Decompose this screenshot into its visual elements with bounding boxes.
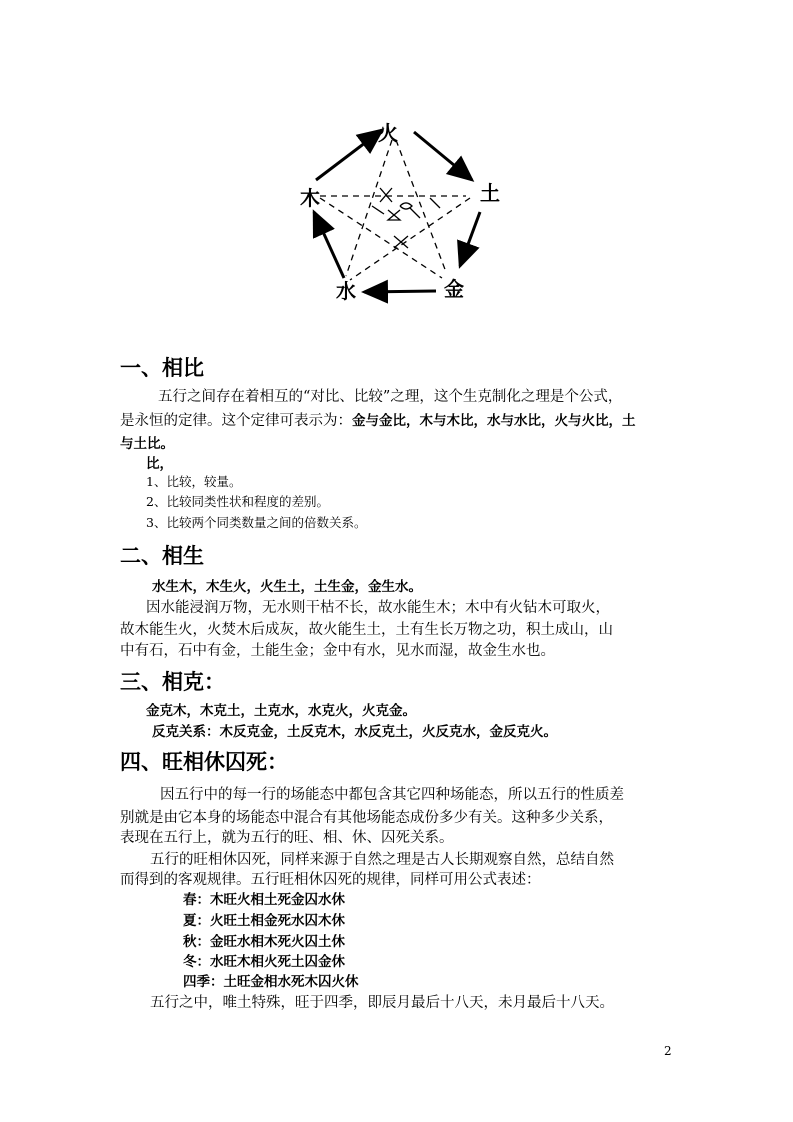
season-four-seasons: 四季：土旺金相水死木囚火休 <box>183 974 359 990</box>
arrow-metal-to-water <box>364 291 436 292</box>
sec2-bold-line: 水生木，木生火，火生土，土生金，金生水。 <box>152 579 422 595</box>
sec4-para-line: 五行的旺相休囚死，同样来源于自然之理是古人长期观察自然，总结自然 <box>150 852 614 868</box>
sec1-list-item: 3、比较两个同类数量之间的倍数关系。 <box>146 515 367 530</box>
section-heading-xiangbi: 一、相比 <box>120 356 204 380</box>
metal-label: 金 <box>444 277 464 301</box>
season-spring: 春：木旺火相土死金囚水休 <box>183 892 345 908</box>
sec1-para-line <box>120 409 636 430</box>
section-heading-xiangsheng: 二、相生 <box>120 544 204 568</box>
section-heading-xiangke: 三、相克： <box>120 670 225 694</box>
sec1-list-item: 1、比较，较量。 <box>146 474 242 489</box>
section-heading-wangxiang: 四、旺相休囚死： <box>120 750 288 774</box>
arrow-earth-to-metal <box>460 212 480 266</box>
sec1-formula: 金与金比，木与木比，水与水比，火与火比，土 <box>352 413 636 429</box>
sec4-para-line: 表现在五行上，就为五行的旺、相、休、囚死关系。 <box>120 830 454 846</box>
wood-label: 木 <box>300 186 320 210</box>
season-winter: 冬：水旺木相火死土囚金休 <box>183 954 345 970</box>
center-marks <box>372 188 440 248</box>
sec1-bold-line: 比， <box>146 456 173 472</box>
five-elements-diagram <box>280 110 510 310</box>
season-autumn: 秋：金旺水相木死火囚土休 <box>183 934 345 950</box>
sec4-para-line: 而得到的客观规律。五行旺相休囚死的规律，同样可用公式表述： <box>120 872 541 888</box>
sec1-list-item: 2、比较同类性状和程度的差别。 <box>146 494 329 509</box>
arrow-fire-to-earth <box>414 132 472 180</box>
sec4-para-line: 因五行中的每一行的场能态中都包含其它四种场能态，所以五行的性质差 <box>160 787 624 803</box>
sec3-bold-line: 反克关系：木反克金，土反克木，水反克土，火反克水，金反克火。 <box>152 724 557 740</box>
sec1-para-text: 是永恒的定律。这个定律可表示为： <box>120 413 352 429</box>
sec1-para-line: 五行之间存在着相互的“对比、比较”之理，这个生克制化之理是个公式， <box>158 389 623 405</box>
arrow-wood-to-fire <box>316 130 382 180</box>
sec4-para-line: 别就是由它本身的场能态中混合有其他场能态成份多少有关。这种多少关系， <box>120 810 613 826</box>
sec1-formula-cont: 与土比。 <box>120 436 174 452</box>
sec2-para-line: 中有石，石中有金，土能生金；金中有水，见水而湿，故金生水也。 <box>120 643 555 659</box>
earth-label: 土 <box>480 181 500 205</box>
arrow-water-to-wood <box>314 212 344 278</box>
season-summer: 夏：火旺土相金死水囚木休 <box>183 913 345 929</box>
sec3-bold-line: 金克木，木克土，土克水，水克火，火克金。 <box>146 703 416 719</box>
fire-label: 火 <box>378 121 398 145</box>
water-label: 水 <box>336 279 356 303</box>
sec2-para-line: 故木能生火，火焚木后成灰，故火能生土，土有生长万物之功，积土成山，山 <box>120 622 613 638</box>
sec4-final-line: 五行之中，唯土特殊，旺于四季，即辰月最后十八天，未月最后十八天。 <box>150 995 614 1011</box>
page-number: 2 <box>664 1044 672 1058</box>
sec2-para-line: 因水能浸润万物，无水则干枯不长，故水能生木；木中有火钻木可取火， <box>146 600 610 616</box>
